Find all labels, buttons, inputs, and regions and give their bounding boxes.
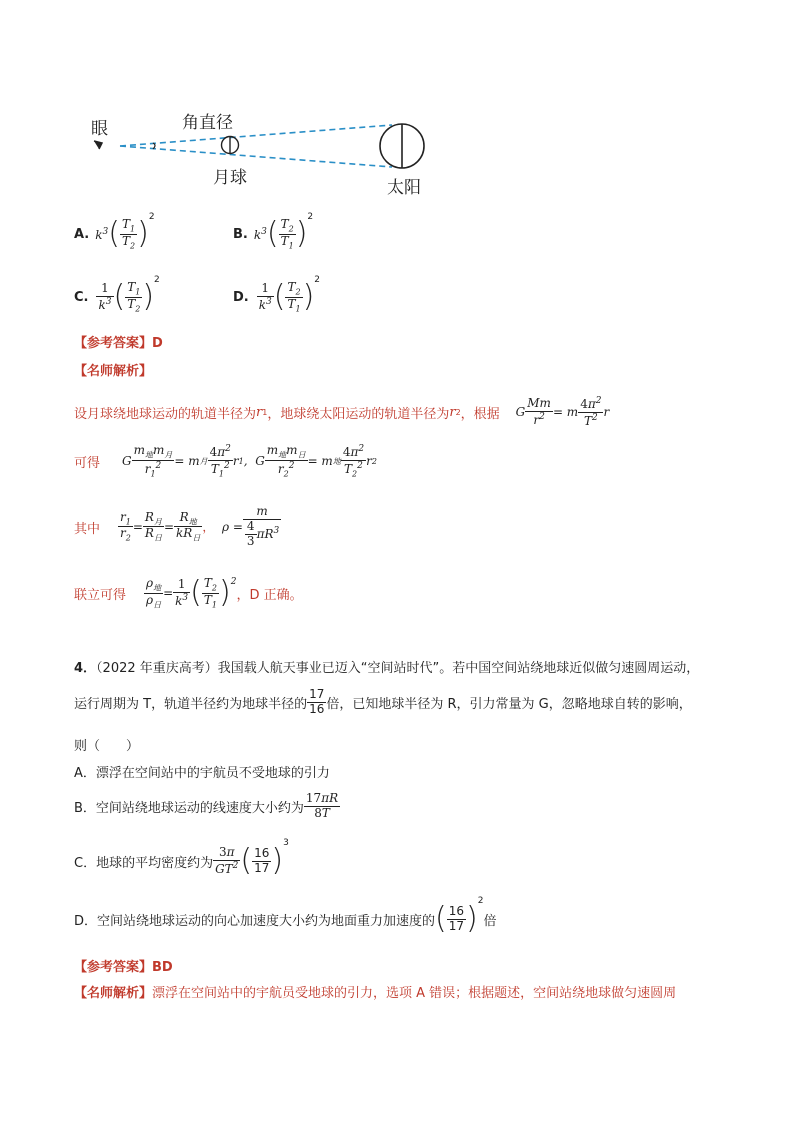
analysis-1-line1: 设月球绕地球运动的轨道半径为 r 1 ，地球绕太阳运动的轨道半径为 r 2 ，根据 G $\frac{Mm}{r^2}$ = m $\frac{4\pi^2}{T^2}$ r	[74, 395, 610, 428]
q4-option-a: A．漂浮在空间站中的宇航员不受地球的引力	[74, 766, 330, 781]
q4-line1: 4．（2022 年重庆高考）我国载人航天事业已迈入“空间站时代”。若中国空间站绕地球近似做匀速圆周运动，	[74, 661, 700, 676]
answer-4-label: 【参考答案】	[74, 960, 153, 975]
moon-label: 月球	[213, 168, 247, 188]
answer-4	[74, 956, 173, 975]
answer-value: D	[152, 336, 163, 351]
option-b: B. $k^3$ ( $\frac{T_2}{T_1}$ ) 2	[233, 212, 314, 251]
q4-line2: 运行周期为 T，轨道半径约为地球半径的 $\frac{17}{16}$ 倍，已知地球半径为 R，引力常量为 G，忽略地球自转的影响，	[74, 686, 692, 716]
eye-label: 眼	[91, 119, 108, 139]
answer-1	[74, 332, 163, 351]
option-c: C. $\frac{1}{k^3}$ ( $\frac{T_1}{T_2}$ ) 2	[74, 275, 160, 314]
angle-label: 角直径	[182, 113, 233, 133]
sun-label: 太阳	[387, 178, 421, 198]
analysis-4: 【名师解析】漂浮在空间站中的宇航员受地球的引力，选项 A 错误；根据题述，空间站绕地球做匀速圆周	[74, 986, 677, 1001]
option-a: A. $k^3$ ( $\frac{T_1}{T_2}$ ) 2	[74, 212, 155, 251]
analysis-1-keyi: 可得 G $\frac{m_地m_月}{r_1^2}$ = m 月 $\frac{4\pi^2}{T_1^2}$ r 1 , G $\frac{m_地m_日}{r_2^2}$ = m 地 $\frac{4\pi^2}{T_2^2}$ r 2	[74, 442, 377, 478]
diagram-svg	[80, 105, 440, 200]
analysis-1-lianli: 联立可得 $\frac{\rho_地}{\rho_日}$ = $\frac{1}{k^3}$ ( $\frac{T_2}{T_1}$ ) 2 ，D 正确。	[74, 575, 303, 610]
analysis-1-qizhong: 其中 $\frac{r_1}{r_2}$ = $\frac{R_月}{R_日}$ = $\frac{R_地}{kR_日}$ ， ρ = m $\frac{4}{3}$ $\pi R^3$	[74, 504, 280, 548]
q4-option-c: C．地球的平均密度约为 $\frac{3\pi}{GT^2}$ ( $\frac{16}{17}$ ) 3	[74, 838, 289, 878]
analysis-1-label: 【名师解析】	[74, 364, 153, 379]
q4-option-b: B．空间站绕地球运动的线速度大小约为 $\frac{17\pi R}{8T}$	[74, 790, 339, 820]
answer-4-value: BD	[152, 960, 173, 975]
q4-option-d: D．空间站绕地球运动的向心加速度大小约为地面重力加速度的 ( $\frac{16}{17}$ ) 2 倍	[74, 896, 497, 936]
q4-line3: 则（ ）	[74, 739, 140, 754]
option-d: D. $\frac{1}{k^3}$ ( $\frac{T_2}{T_1}$ ) 2	[233, 275, 321, 314]
answer-label: 【参考答案】	[74, 336, 153, 351]
moon-sun-diagram	[80, 105, 440, 200]
